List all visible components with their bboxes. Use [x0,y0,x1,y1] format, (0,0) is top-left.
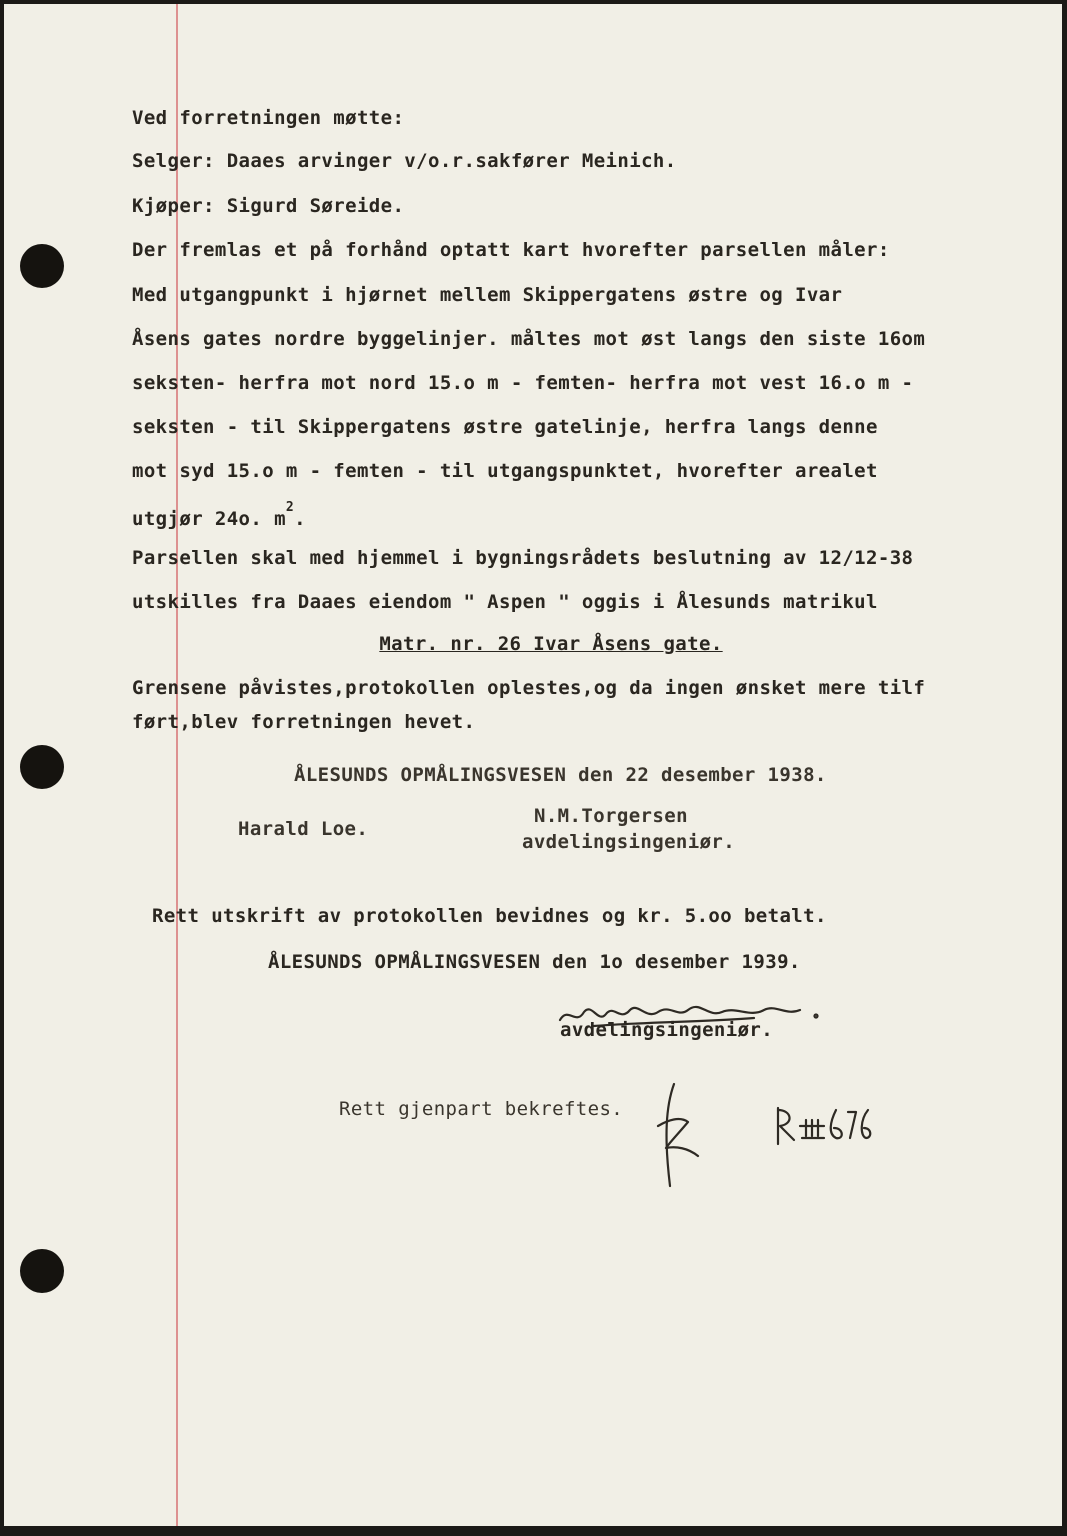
text-line-map: Der fremlas et på forhånd optatt kart hvorefter parsellen måler: [132,239,890,261]
text-line-measure-east: Åsens gates nordre byggelinjer. måltes mot øst langs den siste 16om [132,328,926,350]
copy-confirmation: Rett gjenpart bekreftes. [339,1098,624,1120]
punch-hole-middle [20,745,64,789]
text-line-measure-west: seksten - til Skippergatens østre gatelinje, herfra langs denne [132,416,878,438]
area-period: . [294,508,306,530]
signatory-right-name: N.M.Torgersen [534,805,688,827]
office-date-1939: ÅLESUNDS OPMÅLINGSVESEN den 1o desember 1939. [268,951,801,973]
text-line-area [132,496,306,531]
handwritten-reference-mark [772,1102,872,1152]
text-line-separation: utskilles fra Daaes eiendom " Aspen " oggis i Ålesunds matrikul [132,591,878,613]
text-line-boundaries: Grensene påvistes,protokollen oplestes,og da ingen ønsket mere tilf [132,677,926,699]
text-line-measure-north: seksten- herfra mot nord 15.o m - femten- herfra mot vest 16.o m - [132,372,914,394]
text-line-adjourned: ført,blev forretningen hevet. [132,711,476,733]
matr-heading: Matr. nr. 26 Ivar Åsens gate. [379,633,723,655]
area-value: utgjør 24o. m [132,508,286,530]
text-line-seller: Selger: Daaes arvinger v/o.r.sakfører Meinich. [132,150,677,172]
text-line-buyer: Kjøper: Sigurd Søreide. [132,195,405,217]
punch-hole-top [20,244,64,288]
office-date-1938: ÅLESUNDS OPMÅLINGSVESEN den 22 desember 1938. [294,764,827,786]
text-line-measure-south: mot syd 15.o m - femten - til utgangspunktet, hvorefter arealet [132,460,878,482]
text-line-start-point: Med utgangpunkt i hjørnet mellem Skippergatens østre og Ivar [132,284,843,306]
document-page [4,4,1062,1526]
handwritten-initials [644,1076,704,1196]
signatory-right-title: avdelingsingeniør. [522,831,736,853]
margin-rule [176,4,178,1526]
punch-hole-bottom [20,1249,64,1293]
certification-line: Rett utskrift av protokollen bevidnes og kr. 5.oo betalt. [152,905,827,927]
text-line-decision: Parsellen skal med hjemmel i bygningsrådets beslutning av 12/12-38 [132,547,914,569]
signatory-left: Harald Loe. [238,818,369,840]
area-superscript: 2 [285,500,295,515]
signature-title: avdelingsingeniør. [560,1019,774,1041]
text-line-attendees-heading: Ved forretningen møtte: [132,107,405,129]
